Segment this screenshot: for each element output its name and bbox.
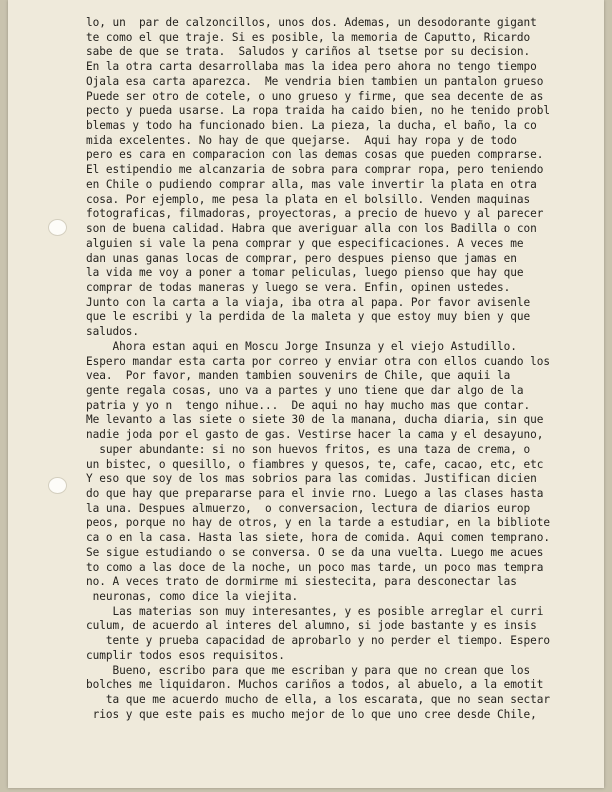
letter-line: fotograficas, filmadoras, proyectoras, a precio de huevo y al parecer bbox=[86, 207, 544, 221]
letter-line: En la otra carta desarrollaba mas la idea pero ahora no tengo tiempo bbox=[86, 60, 537, 74]
letter-line: El estipendio me alcanzaria de sobra para comprar ropa, pero teniendo bbox=[86, 163, 544, 177]
punch-hole bbox=[48, 477, 67, 494]
letter-line: peos, porque no hay de otros, y en la tarde a estudiar, en la bibliote bbox=[86, 516, 551, 530]
letter-line: nadie joda por el gasto de gas. Vestirse hacer la cama y el desayuno, bbox=[86, 428, 544, 442]
letter-page bbox=[8, 0, 604, 788]
letter-line: Se sigue estudiando o se conversa. O se da una vuelta. Luego me acues bbox=[86, 545, 544, 559]
letter-line: bolches me liquidaron. Muchos cariños a todos, al abuelo, a la emotit bbox=[86, 678, 544, 692]
letter-line: son de buena calidad. Habra que averiguar alla con los Badilla o con bbox=[86, 222, 537, 236]
letter-line: la una. Despues almuerzo, o conversacion, lectura de diarios europ bbox=[86, 501, 531, 515]
letter-line: Me levanto a las siete o siete 30 de la manana, ducha diaria, sin que bbox=[86, 413, 544, 427]
letter-line: Las materias son muy interesantes, y es posible arreglar el curri bbox=[86, 604, 544, 618]
letter-line: dan unas ganas locas de comprar, pero despues pienso que jamas en bbox=[86, 251, 517, 265]
letter-line: cosa. Por ejemplo, me pesa la plata en el bolsillo. Venden maquinas bbox=[86, 192, 531, 206]
letter-line: Puede ser otro de cotele, o uno grueso y firme, que sea decente de as bbox=[86, 89, 544, 103]
letter-line: en Chile o pudiendo comprar alla, mas vale invertir la plata en otra bbox=[86, 177, 537, 191]
letter-line: gente regala cosas, uno va a partes y uno tiene que dar algo de la bbox=[86, 383, 524, 397]
letter-line: Ojala esa carta aparezca. Me vendria bien tambien un pantalon grueso bbox=[86, 74, 544, 88]
letter-line: saludos. bbox=[86, 325, 140, 339]
typewritten-letter bbox=[86, 16, 604, 723]
letter-line: to como a las doce de la noche, un poco mas tarde, un poco mas tempra bbox=[86, 560, 544, 574]
letter-line: la vida me voy a poner a tomar peliculas, luego pienso que hay que bbox=[86, 266, 524, 280]
letter-line: no. A veces trato de dormirme mi siestecita, para desconectar las bbox=[86, 575, 517, 589]
letter-line: vea. Por favor, manden tambien souvenirs de Chile, que aquii la bbox=[86, 369, 511, 383]
letter-line: neuronas, como dice la viejita. bbox=[86, 590, 299, 604]
letter-line: alguien si vale la pena comprar y que especificaciones. A veces me bbox=[86, 236, 524, 250]
letter-line: Espero mandar esta carta por correo y enviar otra con ellos cuando los bbox=[86, 354, 551, 368]
letter-line: mida excelentes. No hay de que quejarse. Aqui hay ropa y de todo bbox=[86, 133, 517, 147]
letter-line: pecto y pueda usarse. La ropa traida ha caido bien, no he tenido probl bbox=[86, 104, 551, 118]
letter-line: que le escribi y la perdida de la maleta y que estoy muy bien y que bbox=[86, 310, 531, 324]
letter-line: lo, un par de calzoncillos, unos dos. Ademas, un desodorante gigant bbox=[86, 16, 537, 29]
letter-line: tente y prueba capacidad de aprobarlo y no perder el tiempo. Espero bbox=[86, 634, 551, 648]
letter-line: ta que me acuerdo mucho de ella, a los escarata, que no sean sectar bbox=[86, 693, 551, 707]
letter-line: ca o en la casa. Hasta las siete, hora de comida. Aqui comen temprano. bbox=[86, 531, 551, 545]
punch-hole bbox=[48, 219, 67, 236]
letter-line: un bistec, o quesillo, o fiambres y quesos, te, cafe, cacao, etc, etc bbox=[86, 457, 544, 471]
letter-line: comprar de todas maneras y luego se vera. Enfin, opinen ustedes. bbox=[86, 280, 511, 294]
letter-line: rios y que este pais es mucho mejor de lo que uno cree desde Chile, bbox=[86, 707, 537, 721]
letter-line: Bueno, escribo para que me escriban y para que no crean que los bbox=[86, 663, 531, 677]
letter-line: do que hay que prepararse para el invie rno. Luego a las clases hasta bbox=[86, 487, 544, 500]
letter-line: cumplir todos esos requisitos. bbox=[86, 648, 285, 662]
letter-line: sabe de que se trata. Saludos y cariños al tsetse por su decision. bbox=[86, 45, 531, 59]
letter-line: pero es cara en comparacion con las demas cosas que pueden comprarse. bbox=[86, 148, 544, 162]
letter-line: Y eso que soy de los mas sobrios para las comidas. Justifican dicien bbox=[86, 472, 537, 486]
letter-line: patria y yo n tengo nihue... De aqui no hay mucho mas que contar. bbox=[86, 398, 531, 412]
letter-line: Junto con la carta a la viaja, iba otra al papa. Por favor avisenle bbox=[86, 295, 531, 309]
letter-line: te como el que traje. Si es posible, la memoria de Caputto, Ricardo bbox=[86, 30, 531, 44]
letter-line: super abundante: si no son huevos fritos, es una taza de crema, o bbox=[86, 442, 531, 456]
letter-line: culum, de acuerdo al interes del alumno, si jode bastante y es insis bbox=[86, 619, 537, 633]
letter-line: Ahora estan aqui en Moscu Jorge Insunza y el viejo Astudillo. bbox=[86, 339, 517, 353]
letter-line: blemas y todo ha funcionado bien. La pieza, la ducha, el baño, la co bbox=[86, 119, 537, 133]
